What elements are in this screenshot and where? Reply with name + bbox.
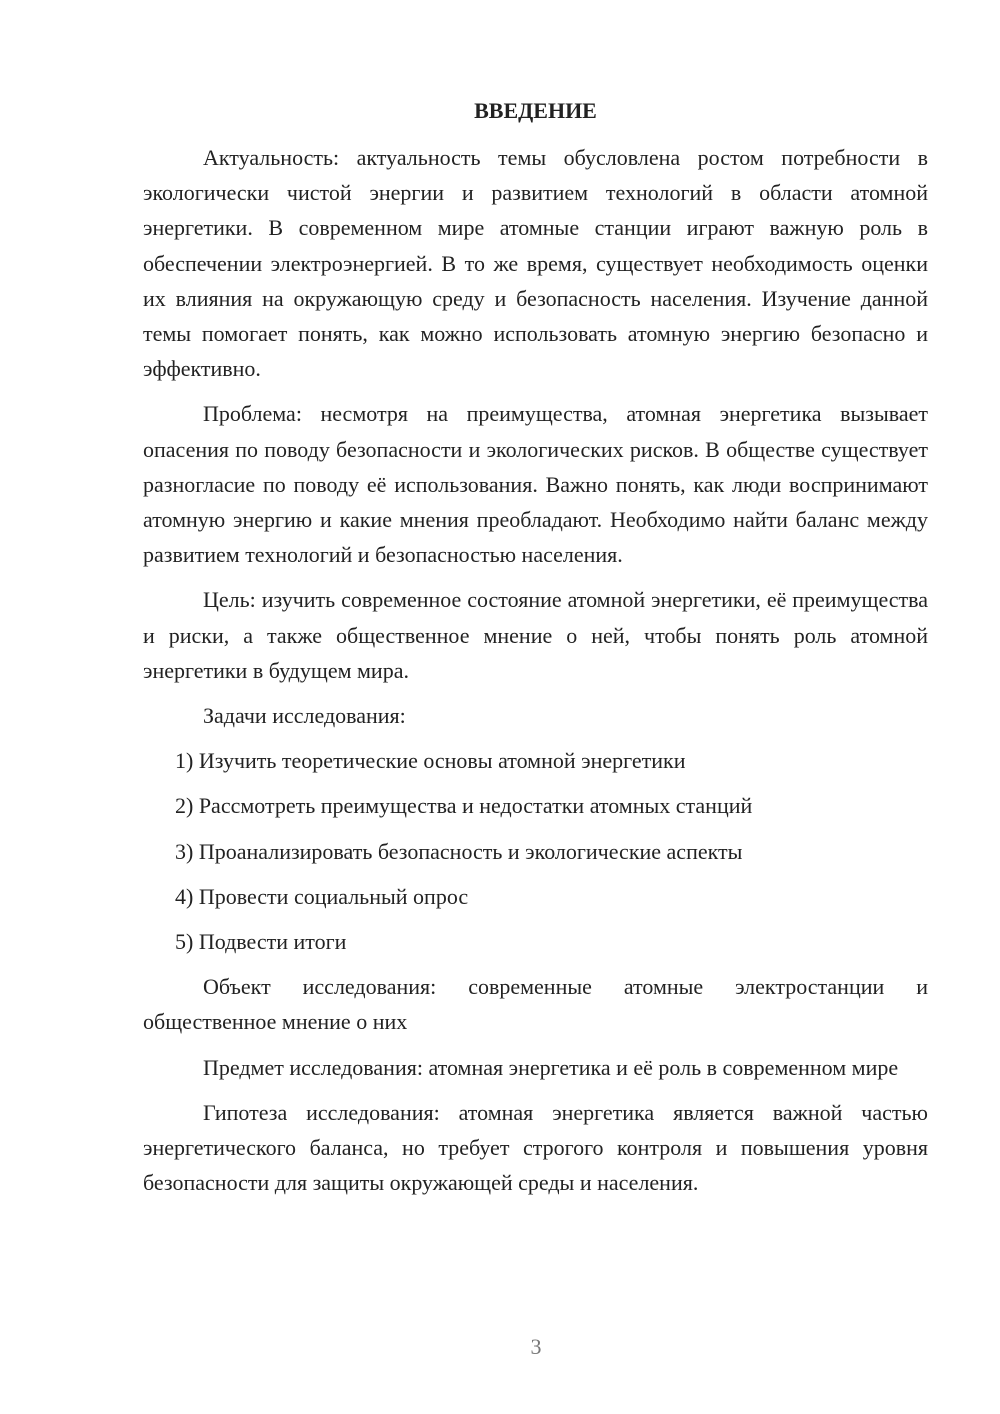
section-title: ВВЕДЕНИЕ (474, 98, 597, 123)
paragraph-hypothesis: Гипотеза исследования: атомная энергетика является важной частью энергетического баланса, но требует строгого контроля и повышения уровня безопасности для защиты окружающей среды и населения. (143, 1099, 928, 1196)
paragraph-subject: Предмет исследования: атомная энергетика и её роль в современном мире (203, 1054, 899, 1080)
task-item: 5) Подвести итоги (175, 929, 347, 955)
task-item: 3) Проанализировать безопасность и экологические аспекты (175, 838, 743, 864)
tasks-heading: Задачи исследования: (203, 703, 406, 729)
page-number: 3 (530, 1334, 542, 1359)
task-item: 2) Рассмотреть преимущества и недостатки атомных станций (175, 793, 753, 819)
page-content (143, 96, 928, 1210)
paragraph-goal: Цель: изучить современное состояние атомной энергетики, её преимущества и риски, а также общественное мнение о ней, чтобы понять роль атомной энергетики в будущем мира. (143, 587, 928, 683)
paragraph-problem: Проблема: несмотря на преимущества, атомная энергетика вызывает опасения по поводу безопасности и экологических рисков. В обществе существует разногласие по поводу её использования. Важно понять, как люди воспринимают атомную энергию и какие мнения преобладают. Необходимо найти баланс между развитием технологий и безопасностью населения. (143, 401, 928, 568)
tasks-list (143, 743, 928, 959)
paragraph-object: Объект исследования: современные атомные электростанции и общественное мнение о них (143, 974, 928, 1035)
task-item: 1) Изучить теоретические основы атомной энергетики (175, 748, 686, 774)
paragraph-relevance: Актуальность: актуальность темы обусловлена ростом потребности в экологически чистой энергии и развитием технологий в области атомной энергетики. В современном мире атомные станции играют важную роль в обеспечении электроэнергией. В то же время, существует необходимость оценки их влияния на окружающую среду и безопасность населения. Изучение данной темы помогает понять, как можно использовать атомную энергию безопасно и эффективно. (143, 145, 928, 382)
task-item: 4) Провести социальный опрос (175, 883, 469, 909)
